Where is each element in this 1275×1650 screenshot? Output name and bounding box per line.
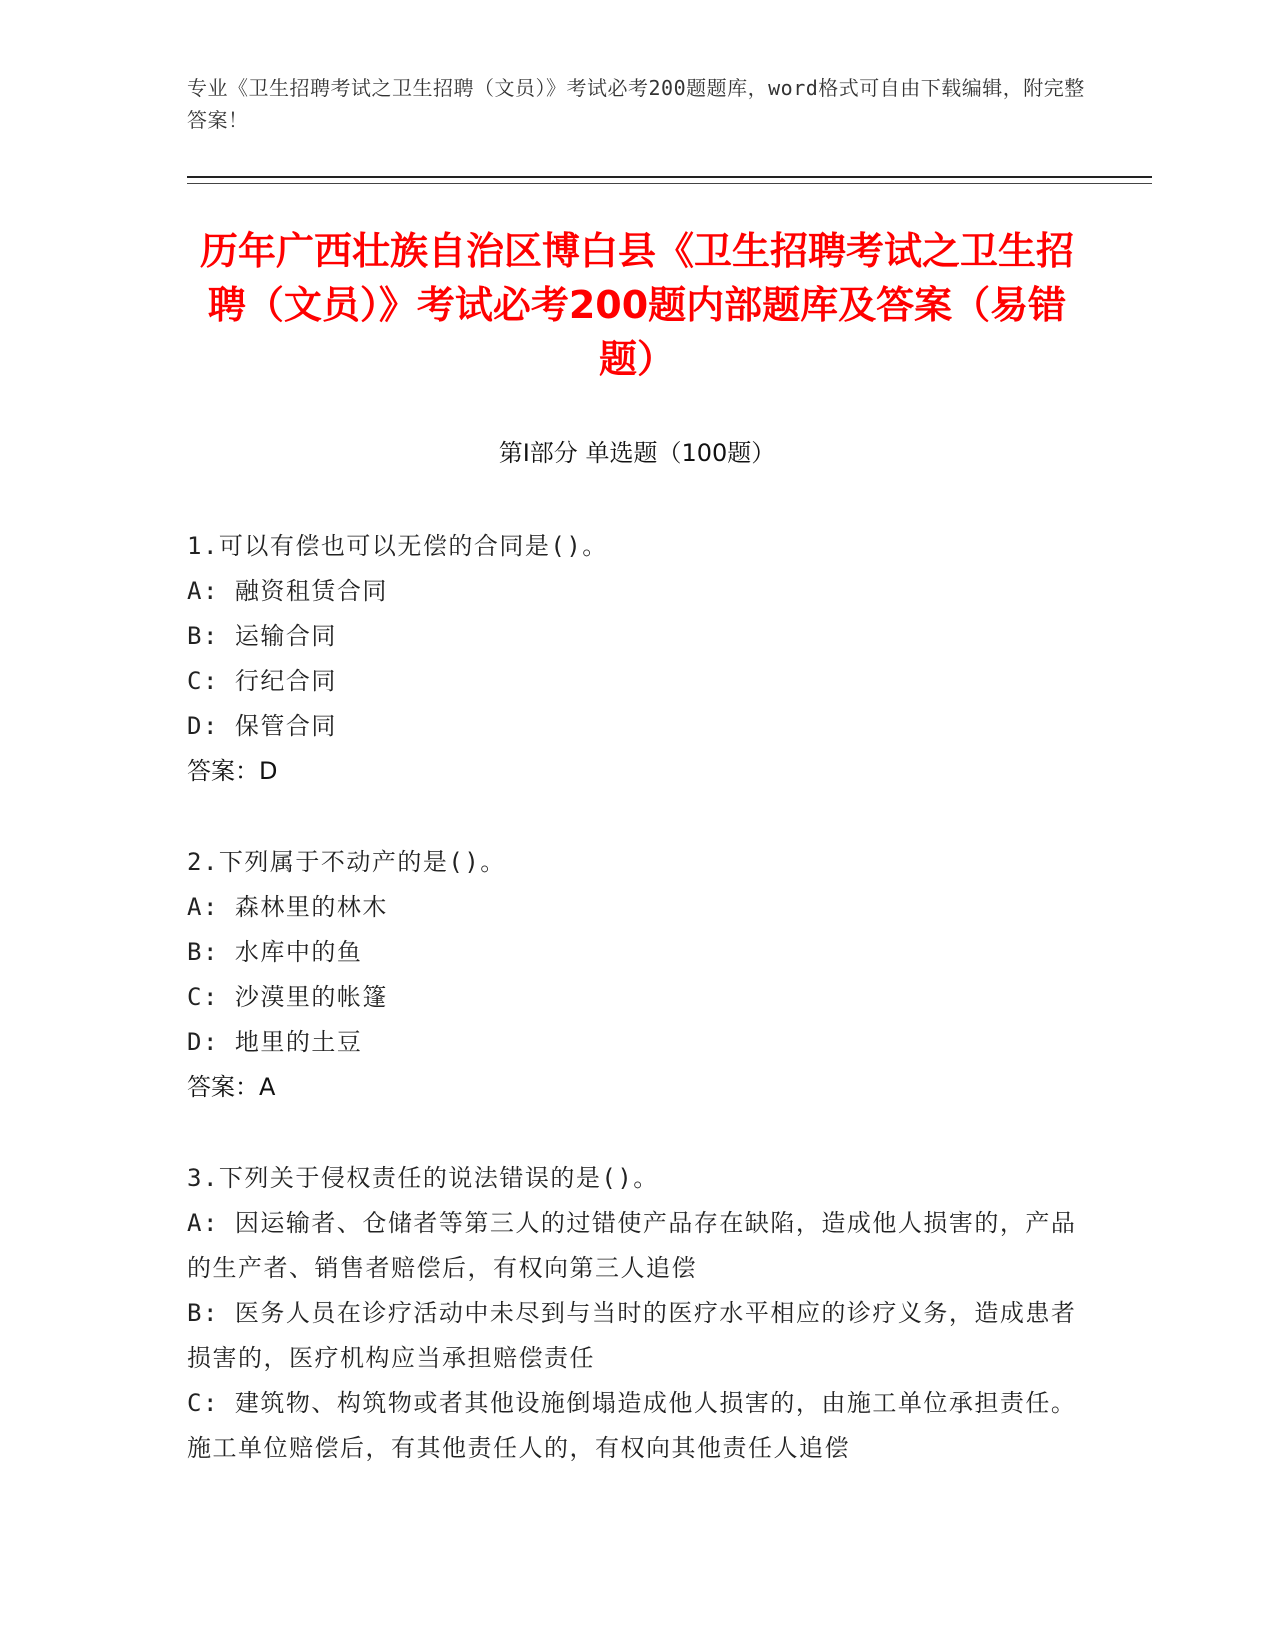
option-c: C: 沙漠里的帐篷 <box>187 983 388 1011</box>
question-3 <box>187 1156 1087 1471</box>
document-title: 历年广西壮族自治区博白县《卫生招聘考试之卫生招聘（文员）》考试必考200题内部题库及答案（易错题） <box>199 229 1074 381</box>
question-list <box>187 524 1087 1517</box>
option-a: A: 因运输者、仓储者等第三人的过错使产品存在缺陷，造成他人损害的，产品的生产者、销售者赔偿后，有权向第三人追偿 <box>187 1209 1077 1282</box>
question-2 <box>187 840 1087 1110</box>
option-c: C: 行纪合同 <box>187 667 337 695</box>
option-b: B: 运输合同 <box>187 622 337 650</box>
answer: 答案：A <box>187 1073 276 1101</box>
option-a: A: 森林里的林木 <box>187 893 388 921</box>
header-note: 专业《卫生招聘考试之卫生招聘（文员）》考试必考200题题库，word格式可自由下载编辑，附完整答案！ <box>187 76 1085 132</box>
option-d: D: 地里的土豆 <box>187 1028 363 1056</box>
option-b: B: 医务人员在诊疗活动中未尽到与当时的医疗水平相应的诊疗义务，造成患者损害的，医疗机构应当承担赔偿责任 <box>187 1299 1077 1372</box>
question-1 <box>187 524 1087 794</box>
header-divider-thick <box>187 176 1152 178</box>
option-a: A: 融资租赁合同 <box>187 577 388 605</box>
option-d: D: 保管合同 <box>187 712 337 740</box>
question-stem: 2.下列属于不动产的是()。 <box>187 848 506 876</box>
header-divider-thin <box>187 183 1152 184</box>
answer: 答案：D <box>187 757 278 785</box>
question-stem: 1.可以有偿也可以无偿的合同是()。 <box>187 532 608 560</box>
option-c: C: 建筑物、构筑物或者其他设施倒塌造成他人损害的，由施工单位承担责任。施工单位赔偿后，有其他责任人的，有权向其他责任人追偿 <box>187 1389 1077 1462</box>
option-b: B: 水库中的鱼 <box>187 938 363 966</box>
section-title: 第Ⅰ部分 单选题（100题） <box>498 439 776 467</box>
question-stem: 3.下列关于侵权责任的说法错误的是()。 <box>187 1164 659 1192</box>
